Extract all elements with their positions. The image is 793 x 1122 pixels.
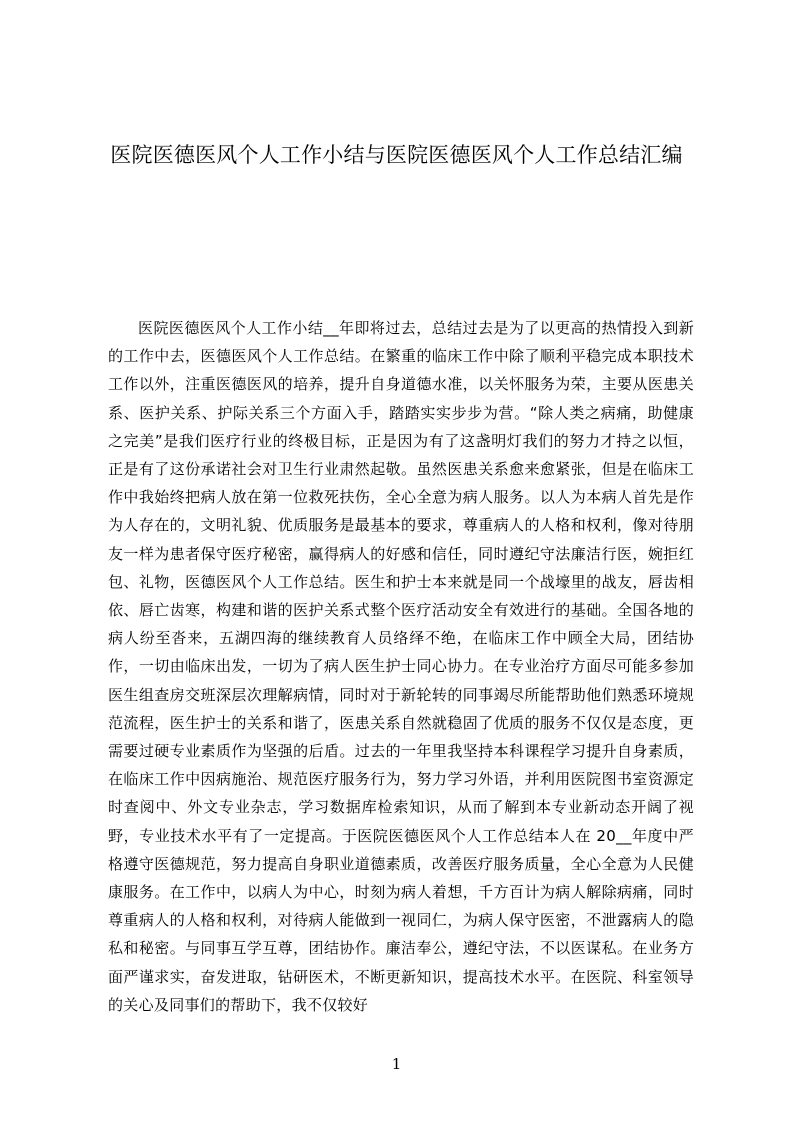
page-number: 1	[391, 1055, 402, 1073]
document-title: 医院医德医风个人工作小结与医院医德医风个人工作总结汇编	[110, 143, 683, 167]
body-paragraph: 医院医德医风个人工作小结__年即将过去，总结过去是为了以更高的热情投入到新的工作中去，医德医风个人工作总结。在繁重的临床工作中除了顺利平稳完成本职技术工作以外，注重医德医风的培养，提升自身道德水准，以关怀服务为荣，主要从医患关系、医护关系、护际关系三个方面入手，踏踏实实步步为营。“除人类之病痛，助健康之完美”是我们医疗行业的终极目标，正是因为有了这盏明灯我们的努力才持之以恒，正是有了这份承诺社会对卫生行业肃然起敬。虽然医患关系愈来愈紧张，但是在临床工作中我始终把病人放在第一位救死扶伤，全心全意为病人服务。以人为本病人首先是作为人存在的，文明礼貌、优质服务是最基本的要求，尊重病人的人格和权利，像对待朋友一样为患者保守医疗秘密，赢得病人的好感和信任，同时遵纪守法廉洁行医，婉拒红包、礼物，医德医风个人工作总结。医生和护士本来就是同一个战壕里的战友，唇齿相依、唇亡齿寒，构建和谐的医护关系式整个医疗活动安全有效进行的基础。全国各地的病人纷至沓来，五湖四海的继续教育人员络绎不绝，在临床工作中顾全大局，团结协作，一切由临床出发，一切为了病人医生护士同心协力。在专业治疗方面尽可能多参加医生组查房交班深层次理解病情，同时对于新轮转的同事竭尽所能帮助他们熟悉环境规范流程，医生护士的关系和谐了，医患关系自然就稳固了优质的服务不仅仅是态度，更需要过硬专业素质作为坚强的后盾。过去的一年里我坚持本科课程学习提升自身素质，在临床工作中因病施治、规范医疗服务行为，努力学习外语，并利用医院图书室资源定时查阅中、外文专业杂志，学习数据库检索知识，从而了解到本专业新动态开阔了视野，专业技术水平有了一定提高。于医院医德医风个人工作总结本人在 20__年度中严格遵守医德规范，努力提高自身职业道德素质，改善医疗服务质量，全心全意为人民健康服务。在工作中，以病人为中心，时刻为病人着想，千方百计为病人解除病痛，同时尊重病人的人格和权利，对待病人能做到一视同仁，为病人保守医密，不泄露病人的隐私和秘密。与同事互学互尊，团结协作。廉洁奉公，遵纪守法，不以医谋私。在业务方面严谨求实，奋发进取，钻研医术，不断更新知识，提高技术水平。在医院、科室领导的关心及同事们的帮助下，我不仅较好	[108, 319, 694, 1014]
